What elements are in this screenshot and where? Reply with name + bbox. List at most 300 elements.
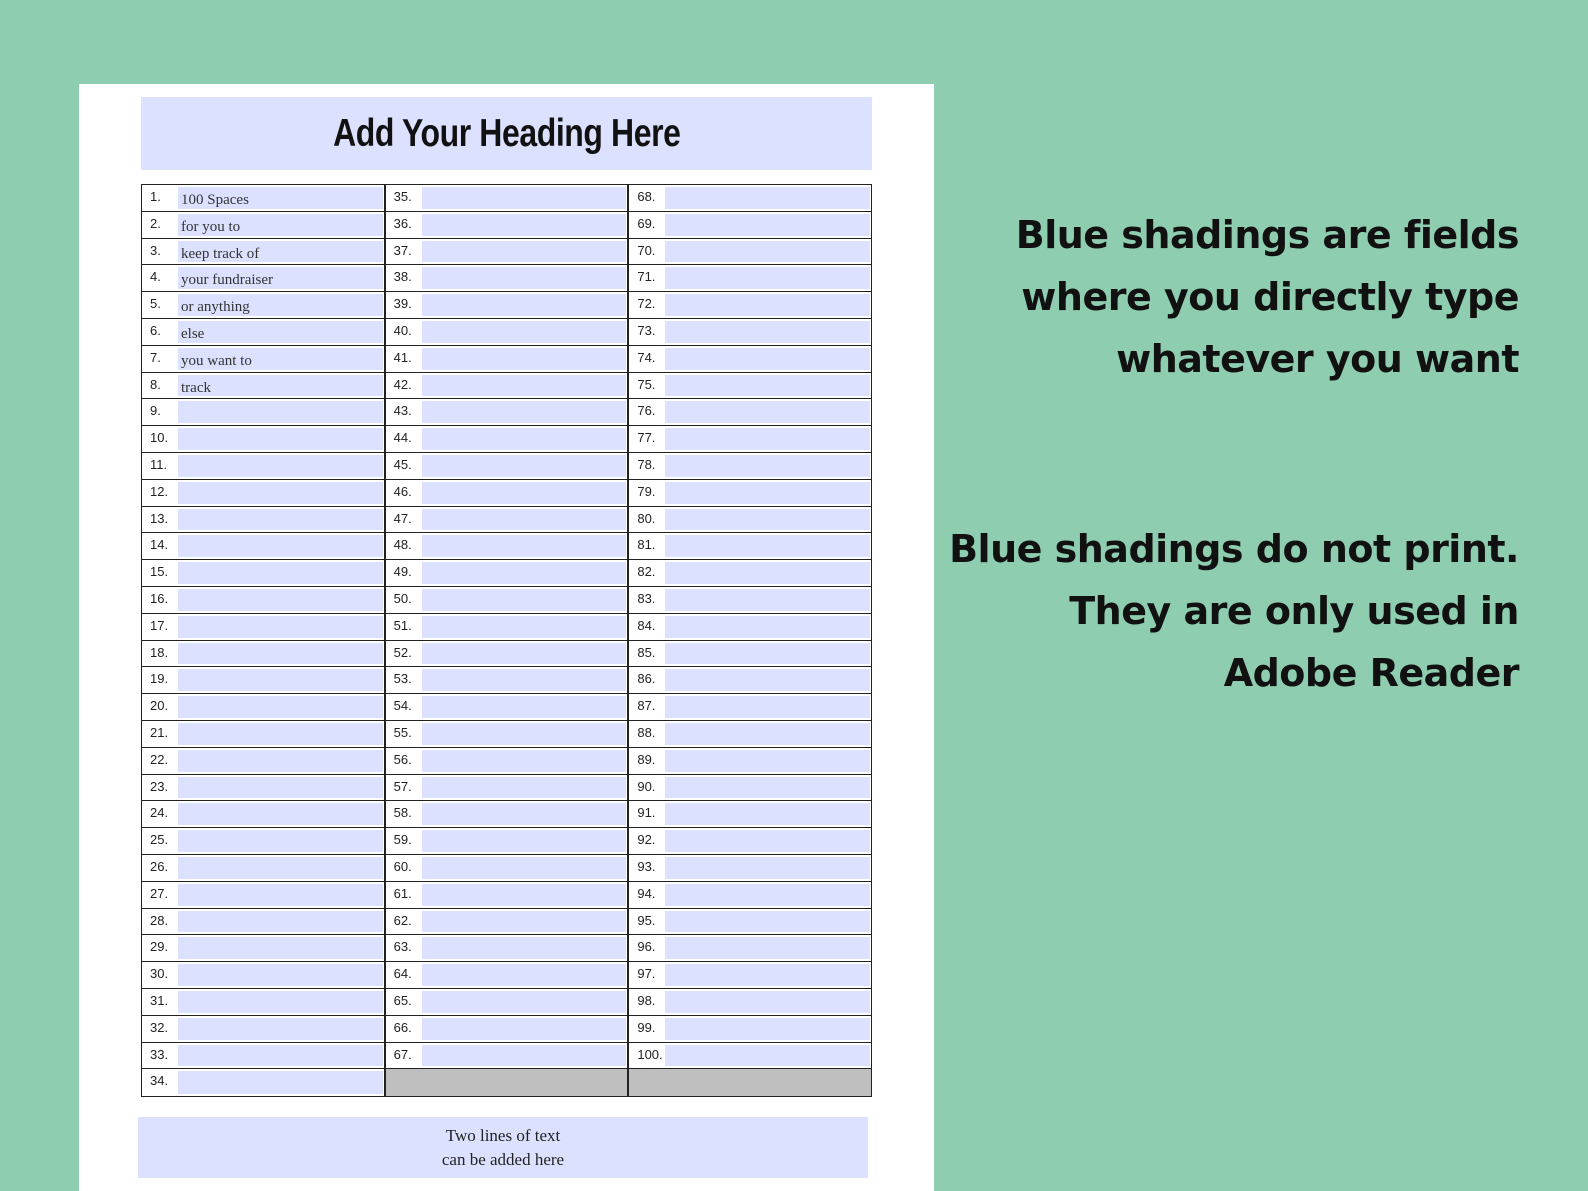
row-number: 19. <box>142 667 178 693</box>
entry-field[interactable] <box>422 964 627 986</box>
row-number: 91. <box>629 801 665 827</box>
entry-field[interactable] <box>178 750 383 772</box>
entry-field[interactable] <box>178 911 383 933</box>
table-row <box>629 426 871 453</box>
row-number: 88. <box>629 721 665 747</box>
table-row <box>142 1043 384 1070</box>
table-row <box>629 641 871 668</box>
table-row <box>142 909 384 936</box>
table-row <box>142 292 384 319</box>
table-row <box>386 1016 628 1043</box>
table-row <box>386 239 628 266</box>
row-number: 6. <box>142 319 178 345</box>
entry-field[interactable] <box>422 401 627 423</box>
table-row <box>629 292 871 319</box>
entry-field[interactable] <box>665 214 870 236</box>
row-number: 94. <box>629 882 665 908</box>
entry-field[interactable] <box>665 562 870 584</box>
entry-field[interactable] <box>178 509 383 531</box>
row-number: 57. <box>386 775 422 801</box>
row-number: 79. <box>629 480 665 506</box>
row-number: 90. <box>629 775 665 801</box>
row-number: 40. <box>386 319 422 345</box>
entry-field[interactable] <box>665 991 870 1013</box>
table-row <box>142 641 384 668</box>
table-row <box>629 935 871 962</box>
row-number: 55. <box>386 721 422 747</box>
table-row <box>629 775 871 802</box>
table-row <box>386 480 628 507</box>
entry-field[interactable] <box>178 803 383 825</box>
table-row <box>142 801 384 828</box>
entry-field[interactable] <box>422 777 627 799</box>
row-number: 85. <box>629 641 665 667</box>
row-number: 15. <box>142 560 178 586</box>
entry-field[interactable]: keep track of <box>178 241 383 263</box>
row-number: 16. <box>142 587 178 613</box>
entry-field[interactable] <box>665 348 870 370</box>
note-line: Blue shadings are fields <box>1015 213 1519 257</box>
entry-field[interactable] <box>178 884 383 906</box>
entry-field[interactable] <box>665 241 870 263</box>
row-number: 93. <box>629 855 665 881</box>
entry-field[interactable]: your fundraiser <box>178 267 383 289</box>
entry-field[interactable] <box>665 884 870 906</box>
row-number: 20. <box>142 694 178 720</box>
table-row <box>629 453 871 480</box>
row-number: 30. <box>142 962 178 988</box>
entry-field[interactable] <box>422 321 627 343</box>
row-number: 74. <box>629 346 665 372</box>
entry-field[interactable] <box>178 428 383 450</box>
table-row <box>386 721 628 748</box>
note-line: whatever you want <box>1116 337 1519 381</box>
table-row <box>142 667 384 694</box>
entry-field[interactable] <box>178 401 383 423</box>
entry-grid <box>141 184 872 1097</box>
entry-field[interactable] <box>665 911 870 933</box>
row-number: 7. <box>142 346 178 372</box>
entry-field[interactable]: for you to <box>178 214 383 236</box>
footer-field[interactable] <box>138 1117 868 1178</box>
entry-field[interactable] <box>178 1045 383 1067</box>
table-row <box>142 748 384 775</box>
row-number: 56. <box>386 748 422 774</box>
table-row <box>142 399 384 426</box>
table-row <box>386 373 628 400</box>
table-row <box>142 775 384 802</box>
entry-field[interactable] <box>178 616 383 638</box>
row-number: 54. <box>386 694 422 720</box>
row-number: 52. <box>386 641 422 667</box>
table-row <box>142 346 384 373</box>
table-row <box>142 560 384 587</box>
entry-field[interactable] <box>178 723 383 745</box>
document-page <box>79 84 934 1191</box>
row-number: 25. <box>142 828 178 854</box>
table-row <box>142 265 384 292</box>
entry-field[interactable] <box>665 750 870 772</box>
entry-field[interactable] <box>665 937 870 959</box>
entry-field[interactable] <box>178 991 383 1013</box>
row-number: 82. <box>629 560 665 586</box>
table-row <box>629 721 871 748</box>
grid-column-1 <box>142 185 384 1096</box>
entry-field[interactable] <box>422 911 627 933</box>
row-number: 65. <box>386 989 422 1015</box>
row-number: 41. <box>386 346 422 372</box>
row-number: 71. <box>629 265 665 291</box>
instruction-note-fields <box>1016 204 1519 390</box>
row-number: 9. <box>142 399 178 425</box>
row-number: 76. <box>629 399 665 425</box>
entry-field[interactable] <box>665 643 870 665</box>
entry-field[interactable] <box>178 455 383 477</box>
entry-field[interactable] <box>422 428 627 450</box>
entry-field[interactable] <box>665 1018 870 1040</box>
table-row <box>629 1043 871 1070</box>
entry-field[interactable] <box>665 1045 870 1067</box>
row-number: 37. <box>386 239 422 265</box>
row-number: 34. <box>142 1069 178 1096</box>
row-number: 95. <box>629 909 665 935</box>
table-row <box>629 185 871 212</box>
grid-column-3 <box>627 185 871 1096</box>
row-number: 26. <box>142 855 178 881</box>
row-number: 5. <box>142 292 178 318</box>
entry-field[interactable] <box>422 589 627 611</box>
table-row <box>386 560 628 587</box>
row-number: 43. <box>386 399 422 425</box>
entry-field[interactable] <box>422 750 627 772</box>
table-row <box>386 667 628 694</box>
entry-field[interactable] <box>422 535 627 557</box>
entry-field[interactable] <box>178 589 383 611</box>
row-number: 72. <box>629 292 665 318</box>
row-number: 58. <box>386 801 422 827</box>
table-row <box>142 426 384 453</box>
entry-field[interactable] <box>422 857 627 879</box>
row-number: 86. <box>629 667 665 693</box>
entry-field[interactable] <box>665 964 870 986</box>
table-row <box>629 962 871 989</box>
entry-field[interactable] <box>422 830 627 852</box>
note-line: Adobe Reader <box>1223 651 1519 695</box>
entry-field[interactable] <box>422 509 627 531</box>
table-row <box>142 855 384 882</box>
entry-field[interactable] <box>665 616 870 638</box>
unused-cell <box>629 1069 871 1096</box>
row-number: 60. <box>386 855 422 881</box>
table-row <box>142 962 384 989</box>
row-number: 98. <box>629 989 665 1015</box>
note-line: where you directly type <box>1021 275 1519 319</box>
row-number: 4. <box>142 265 178 291</box>
entry-field[interactable] <box>178 643 383 665</box>
row-number: 46. <box>386 480 422 506</box>
entry-field[interactable] <box>178 1018 383 1040</box>
table-row <box>629 587 871 614</box>
entry-field[interactable] <box>422 187 627 209</box>
table-row <box>386 1043 628 1070</box>
row-number: 78. <box>629 453 665 479</box>
entry-field[interactable]: track <box>178 375 383 397</box>
table-row <box>386 185 628 212</box>
row-number: 62. <box>386 909 422 935</box>
table-row <box>629 212 871 239</box>
row-number: 66. <box>386 1016 422 1042</box>
entry-field[interactable] <box>422 884 627 906</box>
table-row <box>386 909 628 936</box>
table-row <box>629 667 871 694</box>
table-row <box>386 507 628 534</box>
entry-field[interactable]: or anything <box>178 294 383 316</box>
entry-field[interactable] <box>178 696 383 718</box>
table-row <box>386 935 628 962</box>
table-row <box>629 748 871 775</box>
entry-field[interactable] <box>178 1071 383 1094</box>
entry-field[interactable] <box>422 723 627 745</box>
row-number: 22. <box>142 748 178 774</box>
table-row <box>142 507 384 534</box>
unused-cell <box>386 1069 628 1096</box>
table-row <box>386 533 628 560</box>
row-number: 31. <box>142 989 178 1015</box>
table-row <box>629 507 871 534</box>
row-number: 17. <box>142 614 178 640</box>
table-row <box>142 694 384 721</box>
row-number: 32. <box>142 1016 178 1042</box>
row-number: 12. <box>142 480 178 506</box>
row-number: 11. <box>142 453 178 479</box>
entry-field[interactable] <box>422 669 627 691</box>
row-number: 49. <box>386 560 422 586</box>
entry-field[interactable] <box>665 375 870 397</box>
table-row <box>386 346 628 373</box>
row-number: 33. <box>142 1043 178 1069</box>
instruction-note-print <box>949 518 1519 704</box>
footer-line-2: can be added here <box>441 1149 565 1169</box>
table-row <box>142 882 384 909</box>
page-heading: Add Your Heading Here <box>332 111 681 155</box>
entry-field[interactable] <box>665 803 870 825</box>
row-number: 92. <box>629 828 665 854</box>
row-number: 83. <box>629 587 665 613</box>
table-row <box>142 935 384 962</box>
table-row <box>629 828 871 855</box>
table-row <box>386 882 628 909</box>
table-row <box>142 319 384 346</box>
table-row <box>386 614 628 641</box>
table-row <box>386 292 628 319</box>
table-row <box>629 560 871 587</box>
table-row <box>629 346 871 373</box>
row-number: 10. <box>142 426 178 452</box>
row-number: 81. <box>629 533 665 559</box>
entry-field[interactable] <box>422 991 627 1013</box>
entry-field[interactable] <box>178 669 383 691</box>
table-row <box>629 480 871 507</box>
row-number: 51. <box>386 614 422 640</box>
row-number: 45. <box>386 453 422 479</box>
row-number: 3. <box>142 239 178 265</box>
row-number: 99. <box>629 1016 665 1042</box>
entry-field[interactable] <box>665 669 870 691</box>
table-row <box>142 587 384 614</box>
table-row <box>386 265 628 292</box>
table-row <box>629 239 871 266</box>
table-row <box>386 212 628 239</box>
row-number: 44. <box>386 426 422 452</box>
row-number: 21. <box>142 721 178 747</box>
grid-column-2 <box>384 185 628 1096</box>
row-number: 8. <box>142 373 178 399</box>
row-number: 35. <box>386 185 422 211</box>
entry-field[interactable] <box>665 482 870 504</box>
entry-field[interactable] <box>178 535 383 557</box>
entry-field[interactable] <box>422 1018 627 1040</box>
row-number: 63. <box>386 935 422 961</box>
row-number: 84. <box>629 614 665 640</box>
row-number: 69. <box>629 212 665 238</box>
row-number: 68. <box>629 185 665 211</box>
row-number: 73. <box>629 319 665 345</box>
table-row <box>386 828 628 855</box>
entry-field[interactable] <box>422 616 627 638</box>
entry-field[interactable] <box>665 401 870 423</box>
row-number: 87. <box>629 694 665 720</box>
row-number: 48. <box>386 533 422 559</box>
table-row <box>386 641 628 668</box>
entry-field[interactable]: else <box>178 321 383 343</box>
entry-field[interactable] <box>665 696 870 718</box>
entry-field[interactable] <box>422 267 627 289</box>
entry-field[interactable] <box>665 509 870 531</box>
table-row <box>629 1016 871 1043</box>
table-row <box>142 453 384 480</box>
note-line: Blue shadings do not print. <box>949 527 1519 571</box>
row-number: 28. <box>142 909 178 935</box>
row-number: 14. <box>142 533 178 559</box>
table-row <box>629 319 871 346</box>
table-row <box>386 587 628 614</box>
table-row <box>142 185 384 212</box>
entry-field[interactable] <box>665 294 870 316</box>
table-row <box>386 989 628 1016</box>
table-row <box>142 614 384 641</box>
table-row <box>386 399 628 426</box>
table-row <box>142 533 384 560</box>
row-number: 53. <box>386 667 422 693</box>
heading-field[interactable] <box>141 97 872 170</box>
entry-field[interactable] <box>178 937 383 959</box>
entry-field[interactable] <box>178 777 383 799</box>
row-number: 61. <box>386 882 422 908</box>
row-number: 1. <box>142 185 178 211</box>
row-number: 75. <box>629 373 665 399</box>
entry-field[interactable] <box>178 964 383 986</box>
entry-field[interactable] <box>422 562 627 584</box>
entry-field[interactable] <box>422 241 627 263</box>
row-number: 77. <box>629 426 665 452</box>
row-number: 64. <box>386 962 422 988</box>
table-row <box>629 855 871 882</box>
row-number: 39. <box>386 292 422 318</box>
row-number: 23. <box>142 775 178 801</box>
row-number: 97. <box>629 962 665 988</box>
table-row <box>629 373 871 400</box>
row-number: 70. <box>629 239 665 265</box>
table-row <box>386 319 628 346</box>
entry-field[interactable] <box>665 830 870 852</box>
table-row <box>142 721 384 748</box>
entry-field[interactable] <box>178 857 383 879</box>
entry-field[interactable] <box>422 482 627 504</box>
entry-field[interactable]: 100 Spaces <box>178 187 383 209</box>
table-row <box>142 1069 384 1096</box>
row-number: 67. <box>386 1043 422 1069</box>
row-number: 100. <box>629 1043 665 1069</box>
entry-field[interactable] <box>178 562 383 584</box>
entry-field[interactable] <box>422 455 627 477</box>
table-row <box>629 265 871 292</box>
entry-field[interactable] <box>422 294 627 316</box>
entry-field[interactable] <box>665 267 870 289</box>
table-row <box>629 694 871 721</box>
table-row <box>386 426 628 453</box>
row-number: 80. <box>629 507 665 533</box>
entry-field[interactable] <box>422 375 627 397</box>
entry-field[interactable] <box>422 937 627 959</box>
entry-field[interactable] <box>665 535 870 557</box>
row-number: 59. <box>386 828 422 854</box>
table-row <box>142 480 384 507</box>
table-row <box>386 962 628 989</box>
entry-field[interactable] <box>422 643 627 665</box>
entry-field[interactable] <box>665 589 870 611</box>
entry-field[interactable]: you want to <box>178 348 383 370</box>
entry-field[interactable] <box>422 803 627 825</box>
row-number: 42. <box>386 373 422 399</box>
row-number: 2. <box>142 212 178 238</box>
row-number: 36. <box>386 212 422 238</box>
entry-field[interactable] <box>422 348 627 370</box>
entry-field[interactable] <box>422 696 627 718</box>
table-row <box>386 775 628 802</box>
row-number: 89. <box>629 748 665 774</box>
entry-field[interactable] <box>665 428 870 450</box>
entry-field[interactable] <box>422 214 627 236</box>
entry-field[interactable] <box>178 830 383 852</box>
entry-field[interactable] <box>665 455 870 477</box>
table-row <box>386 855 628 882</box>
table-row <box>142 373 384 400</box>
row-number: 13. <box>142 507 178 533</box>
entry-field[interactable] <box>178 482 383 504</box>
table-row <box>629 533 871 560</box>
entry-field[interactable] <box>665 321 870 343</box>
entry-field[interactable] <box>665 723 870 745</box>
row-number: 50. <box>386 587 422 613</box>
row-number: 24. <box>142 801 178 827</box>
table-row <box>142 1016 384 1043</box>
entry-field[interactable] <box>422 1045 627 1067</box>
table-row <box>629 614 871 641</box>
entry-field[interactable] <box>665 777 870 799</box>
row-number: 27. <box>142 882 178 908</box>
entry-field[interactable] <box>665 857 870 879</box>
entry-field[interactable] <box>665 187 870 209</box>
